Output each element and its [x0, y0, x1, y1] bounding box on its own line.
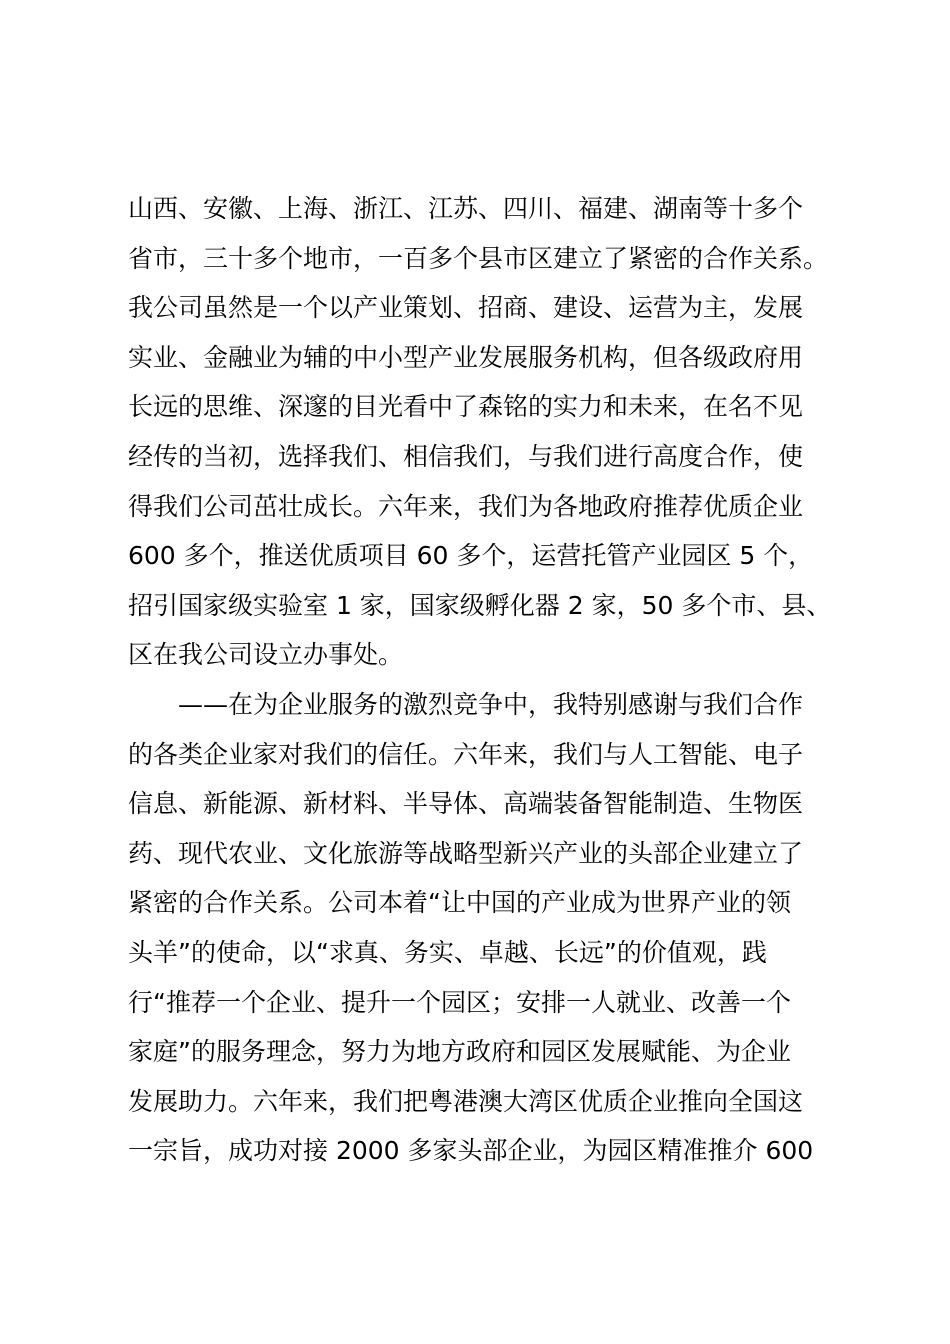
body-text — [128, 184, 838, 1176]
text-line: 家庭”的服务理念，努力为地方政府和园区发展赋能、为企业 — [128, 1037, 791, 1067]
text-line: 头羊”的使命，以“求真、务实、卓越、长远”的价值观，践 — [128, 937, 767, 967]
text-line: 600 多个，推送优质项目 60 多个，运营托管产业园区 5 个， — [128, 541, 814, 571]
text-line: 一宗旨，成功对接 2000 多家头部企业，为园区精准推介 600 — [128, 1136, 814, 1166]
text-line: 山西、安徽、上海、浙江、江苏、四川、福建、湖南等十多个 — [128, 194, 804, 223]
text-line: 我公司虽然是一个以产业策划、招商、建设、运营为主，发展 — [128, 293, 804, 323]
paragraph-start-line: ——在为企业服务的激烈竞争中，我特别感谢与我们合作 — [178, 689, 804, 719]
text-line: 发展助力。六年来，我们把粤港澳大湾区优质企业推向全国这 — [128, 1086, 804, 1116]
text-line: 区在我公司设立办事处。 — [128, 640, 404, 670]
text-line: 行“推荐一个企业、提升一个园区；安排一人就业、改善一个 — [128, 987, 791, 1017]
text-line: 药、现代农业、文化旅游等战略型新兴产业的头部企业建立了 — [128, 838, 804, 868]
text-line: 长远的思维、深邃的目光看中了森铭的实力和未来，在名不见 — [128, 392, 804, 422]
text-line: 经传的当初，选择我们、相信我们，与我们进行高度合作，使 — [128, 441, 804, 471]
text-line: 的各类企业家对我们的信任。六年来，我们与人工智能、电子 — [128, 739, 804, 769]
text-line: 实业、金融业为辅的中小型产业发展服务机构，但各级政府用 — [128, 342, 804, 372]
text-line: 招引国家级实验室 1 家，国家级孵化器 2 家，50 多个市、县、 — [128, 590, 832, 620]
text-line: 省市，三十多个地市，一百多个县市区建立了紧密的合作关系。 — [128, 243, 829, 273]
text-line: 信息、新能源、新材料、半导体、高端装备智能制造、生物医 — [128, 789, 804, 819]
text-line: 得我们公司茁壮成长。六年来，我们为各地政府推荐优质企业 — [128, 491, 804, 521]
text-line: 紧密的合作关系。公司本着“让中国的产业成为世界产业的领 — [128, 888, 791, 918]
